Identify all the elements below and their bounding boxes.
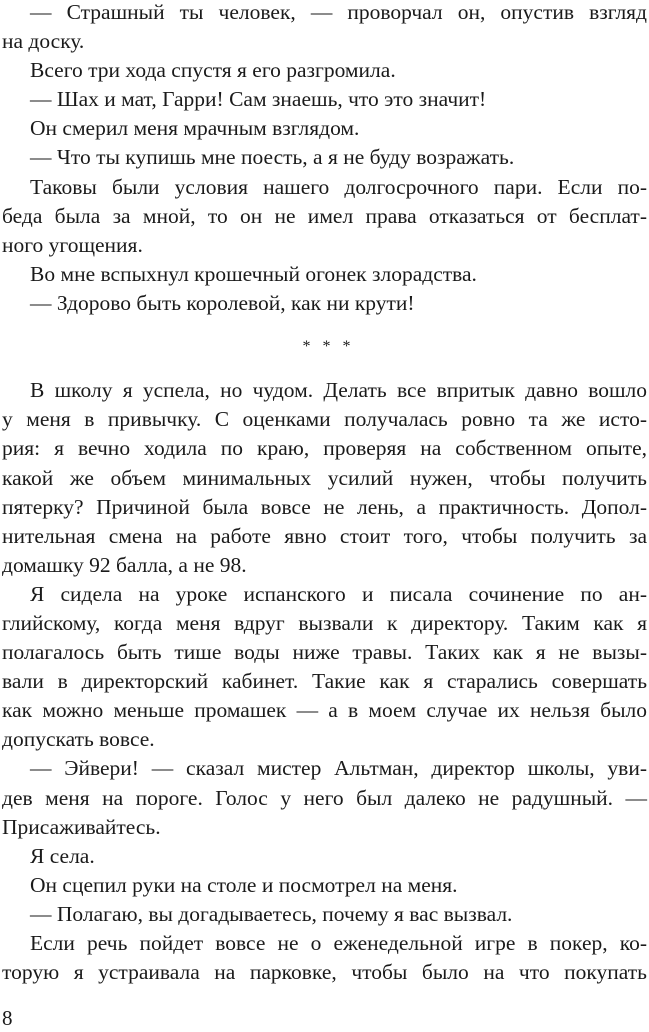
text-line: дев меня на пороге. Голос у него был далеко не радушный. — (2, 785, 647, 810)
text-line: торую я устраивала на парковке, чтобы было на что покупать (2, 960, 647, 985)
text-line: Он сцепил руки на столе и посмотрел на меня. (30, 872, 458, 897)
page-number: 8 (2, 1006, 13, 1030)
text-line: домашку 92 балла, а не 98. (2, 552, 247, 577)
text-line: — Здорово быть королевой, как ни крути! (30, 290, 415, 315)
text-line: глийскому, когда меня вдруг вызвали к директору. Таким как я (2, 610, 647, 635)
text-line: пятерку? Причиной была вовсе не лень, а практичность. Допол- (2, 494, 647, 519)
text-line: — Полагаю, вы догадываетесь, почему я вас вызвал. (30, 901, 513, 926)
text-line: у меня в привычку. С оценками получалась ровно та же исто- (2, 407, 647, 432)
text-line: какой же объем минимальных усилий нужен, чтобы получить (2, 465, 647, 490)
text-line: допускать вовсе. (2, 727, 155, 752)
text-line: Во мне вспыхнул крошечный огонек злорадства. (30, 261, 477, 286)
text-line: — Эйвери! — сказал мистер Альтман, директор школы, уви- (30, 756, 647, 781)
text-line: Если речь пойдет вовсе не о еженедельной игре в покер, ко- (30, 931, 647, 955)
text-line: — Что ты купишь мне поесть, а я не буду возражать. (30, 145, 515, 170)
text-line: Я сидела на уроке испанского и писала сочинение по ан- (30, 581, 647, 606)
text-line: ного угощения. (2, 232, 143, 257)
text-line: нительная смена на работе явно стоит того, чтобы получить за (2, 523, 647, 548)
text-line: полагалось быть тише воды ниже травы. Таких как я не вызы- (2, 640, 647, 665)
text-line: рия: я вечно ходила по краю, проверяя на собственном опыте, (2, 436, 647, 461)
text-line: вали в директорский кабинет. Такие как я старались совершать (2, 669, 647, 694)
text-line: на доску. (2, 29, 85, 54)
text-line: Присаживайтесь. (2, 814, 161, 839)
text-line: Я села. (30, 843, 95, 868)
text-line: — Страшный ты человек, — проворчал он, опустив взгляд (30, 0, 647, 24)
text-line: как можно меньше промашек — а в моем случае их нельзя было (2, 698, 647, 723)
section-separator: * * * (302, 338, 355, 356)
text-line: Всего три хода спустя я его разгромила. (30, 58, 396, 83)
text-line: В школу я успела, но чудом. Делать все впритык давно вошло (30, 378, 647, 403)
text-line: Таковы были условия нашего долгосрочного пари. Если по- (30, 174, 647, 199)
text-line: беда была за мной, то он не имел права отказаться от бесплат- (2, 203, 647, 228)
text-line: Он смерил меня мрачным взглядом. (30, 116, 360, 141)
text-line: — Шах и мат, Гарри! Сам знаешь, что это значит! (30, 87, 487, 112)
body-text (2, 0, 647, 987)
